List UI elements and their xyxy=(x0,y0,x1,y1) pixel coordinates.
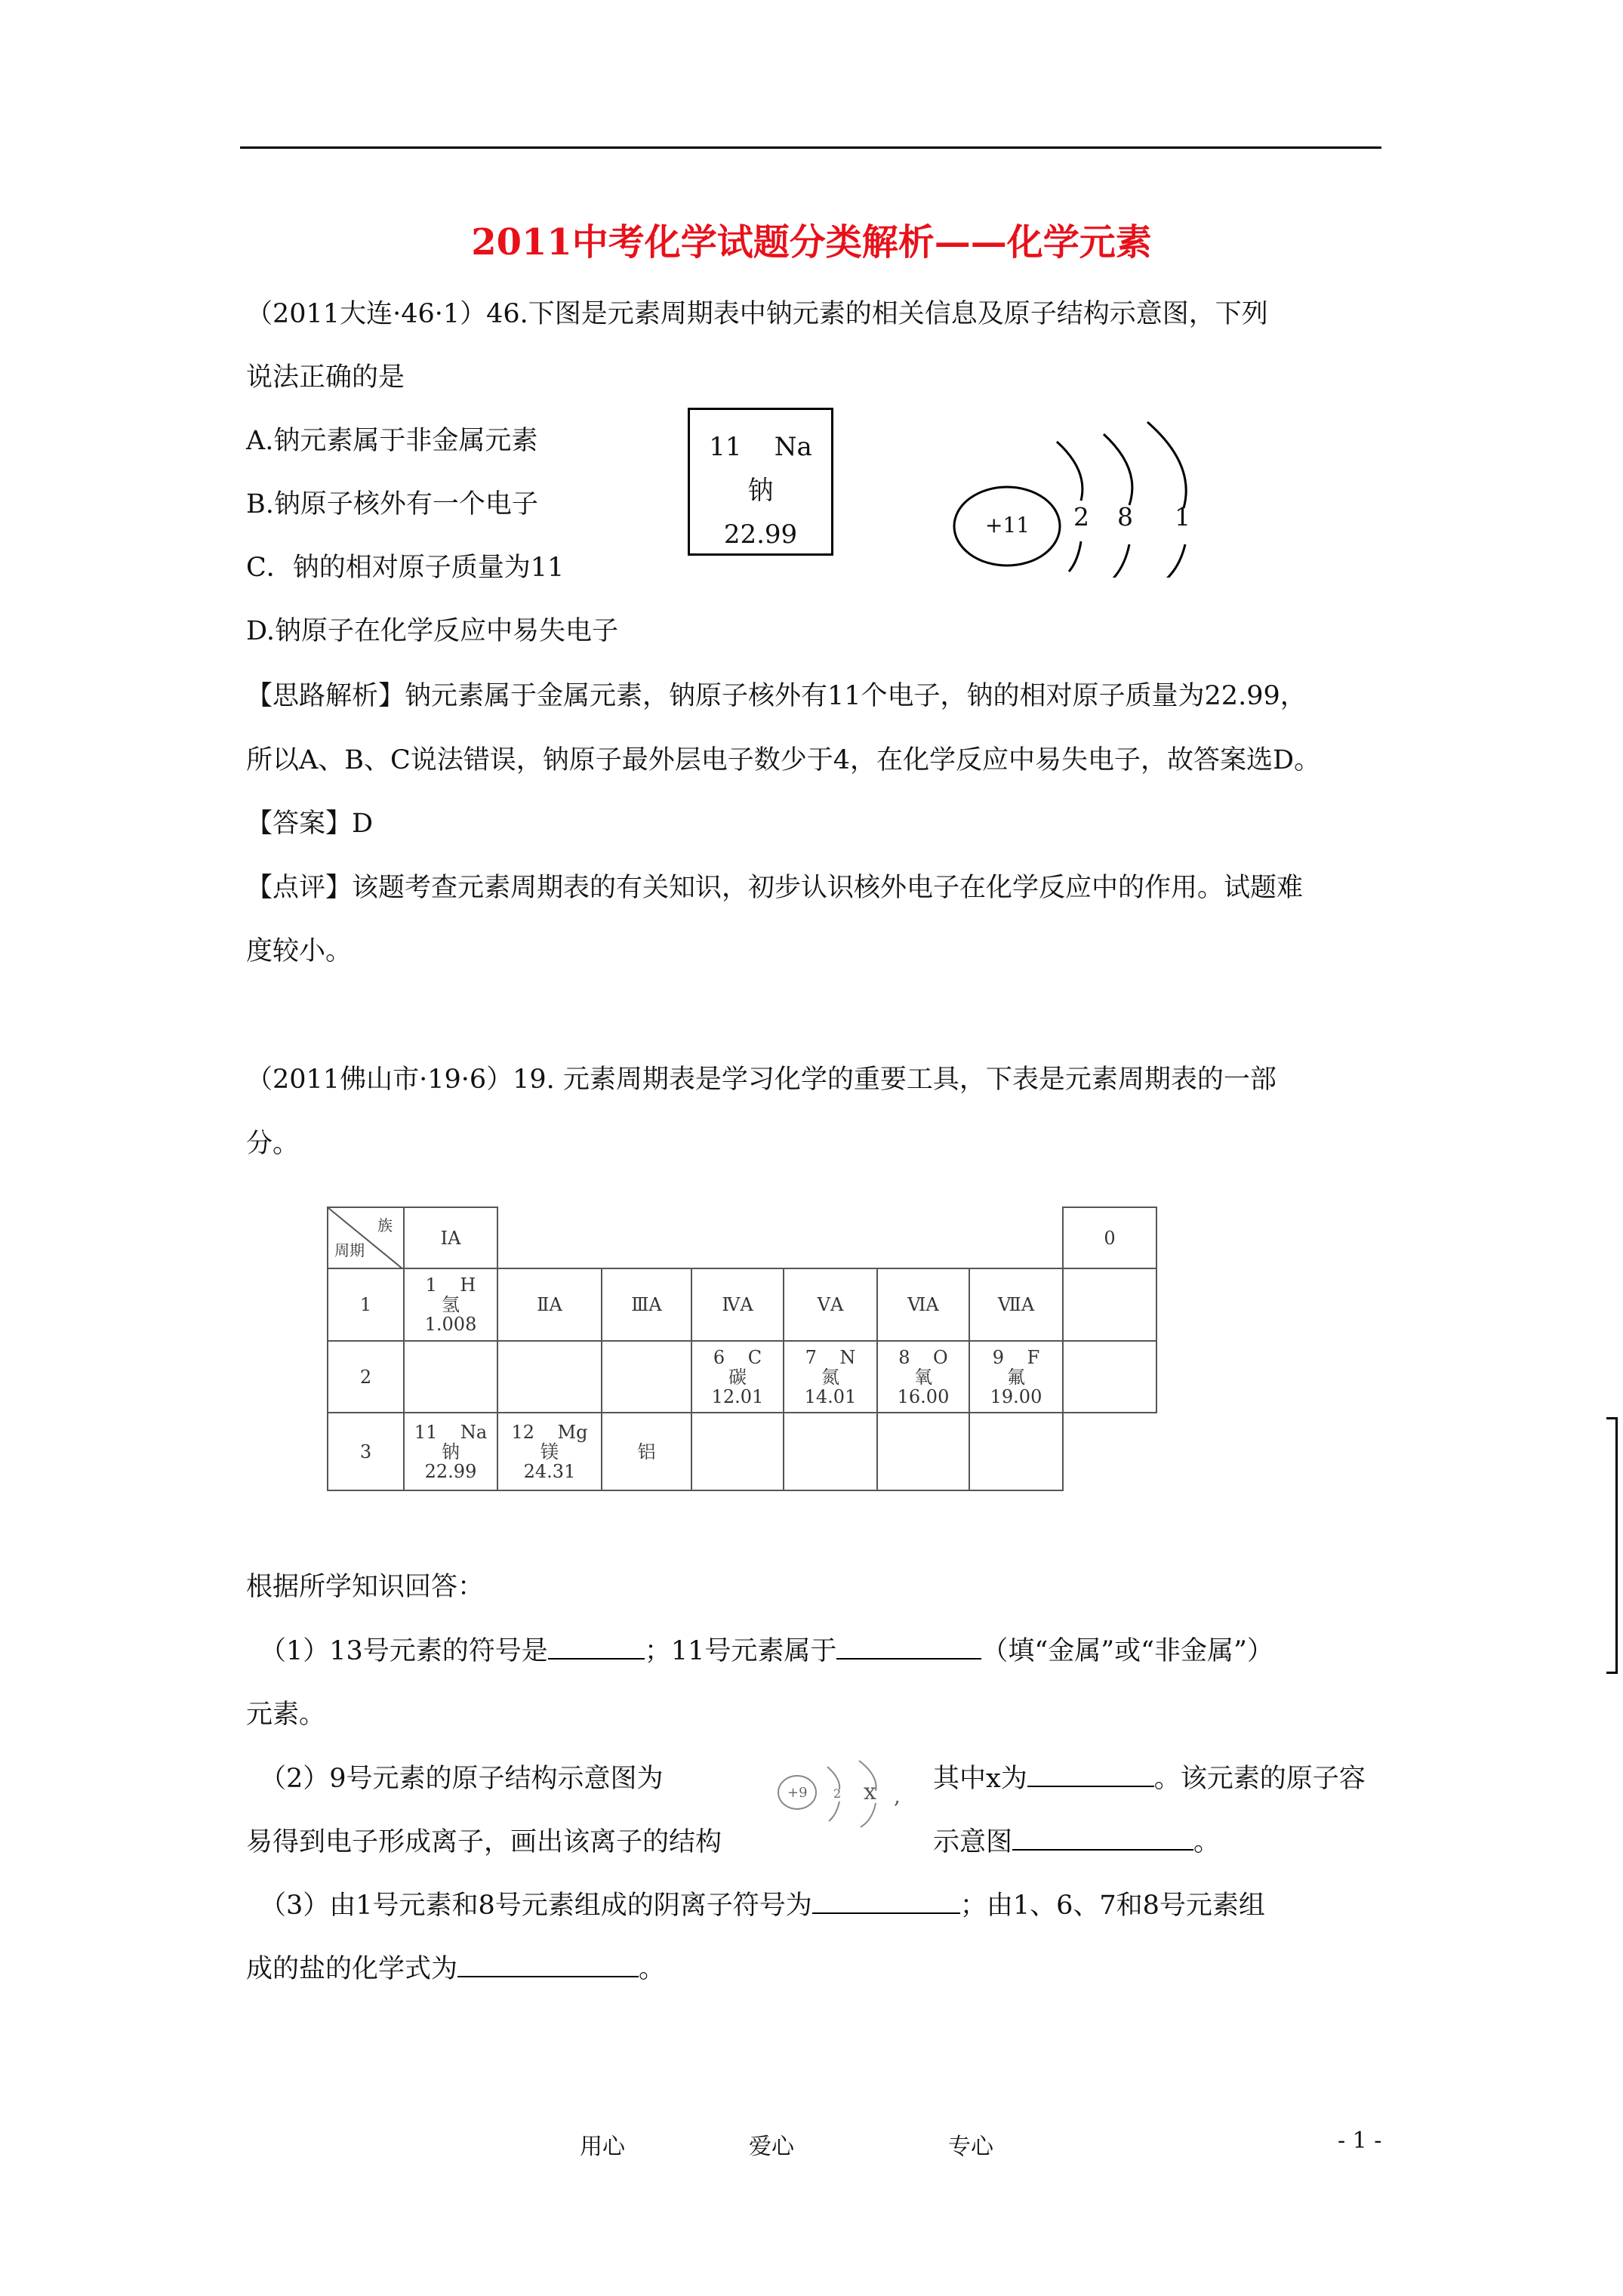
element-o-mass: 16.00 xyxy=(897,1385,950,1407)
element-f-number: 9 F xyxy=(992,1346,1040,1368)
q1-option-d: D.钠原子在化学反应中易失电子 xyxy=(246,616,618,646)
q2-prompt: 根据所学知识回答： xyxy=(246,1572,485,1602)
element-na-number: 11 Na xyxy=(414,1421,488,1443)
corner-period-label: 周期 xyxy=(334,1241,365,1259)
element-c-mass: 12.01 xyxy=(711,1385,764,1407)
sodium-shell-2-count: 8 xyxy=(1117,502,1133,532)
element-h-name: 氢 xyxy=(442,1294,460,1315)
q1-analysis-line2: 所以A、B、C说法错误，钠原子最外层电子数少于4，在化学反应中易失电子，故答案选D。 xyxy=(246,745,1321,775)
empty-cell xyxy=(691,1413,784,1490)
q2-sub2-text-e: 。 xyxy=(1193,1827,1221,1857)
q2-sub1-line1 xyxy=(260,1635,1273,1667)
element-n xyxy=(784,1341,877,1413)
element-h-number: 1 H xyxy=(425,1274,476,1296)
element-na xyxy=(404,1413,497,1490)
answer-blank-ion-diagram[interactable] xyxy=(1012,1826,1193,1851)
sodium-nucleus-label: +11 xyxy=(985,513,1030,538)
answer-blank-metal[interactable] xyxy=(836,1635,981,1660)
element-f xyxy=(969,1341,1063,1413)
q1-intro-line2: 说法正确的是 xyxy=(246,362,405,393)
sodium-number-symbol: 11 Na xyxy=(709,432,812,462)
element-n-number: 7 N xyxy=(805,1346,856,1368)
binding-mark-tick-bottom xyxy=(1606,1672,1617,1674)
q2-sub1-text-a: （1）13号元素的符号是 xyxy=(260,1636,548,1666)
q1-comment-line1: 【点评】该题考查元素周期表的有关知识，初步认识核外电子在化学反应中的作用。试题难 xyxy=(246,873,1304,903)
group-0-header: 0 xyxy=(1063,1207,1156,1268)
sodium-shell-3-count: 1 xyxy=(1175,502,1190,532)
answer-blank-anion[interactable] xyxy=(812,1890,960,1914)
answer-blank-salt[interactable] xyxy=(457,1953,639,1977)
periodic-table-excerpt xyxy=(327,1207,1157,1491)
sodium-shell-1-arc-bottom xyxy=(1069,541,1081,572)
q2-sub3-line1 xyxy=(260,1890,1265,1922)
empty-cell xyxy=(877,1413,969,1490)
sodium-shell-1-arc-top xyxy=(1057,442,1083,501)
group-iva-header: ⅣA xyxy=(691,1268,784,1341)
q2-sub1-line2: 元素。 xyxy=(246,1700,326,1730)
q2-sub2-text-b: 其中x为 xyxy=(933,1764,1027,1794)
fluorine-comma: , xyxy=(894,1783,901,1808)
q2-sub2-text-c: 。该元素的原子容 xyxy=(1153,1764,1366,1794)
q1-option-a: A.钠元素属于非金属元素 xyxy=(246,426,538,456)
empty-cell xyxy=(1063,1413,1156,1490)
binding-mark-tick-top xyxy=(1606,1417,1617,1419)
footer-item-3: 专心 xyxy=(948,2134,993,2160)
element-mg xyxy=(497,1413,602,1490)
group-viia-header: ⅦA xyxy=(969,1268,1063,1341)
sodium-name: 钠 xyxy=(747,476,774,506)
element-al: 铝 xyxy=(602,1413,691,1490)
q2-intro-line2: 分。 xyxy=(246,1129,300,1159)
sodium-shell-2-arc-bottom xyxy=(1111,544,1129,578)
period-1-label: 1 xyxy=(328,1268,404,1341)
fluorine-shell-2-count: x xyxy=(864,1779,876,1805)
period-1-group-0-cell xyxy=(1063,1268,1156,1341)
q2-sub2-line2-right xyxy=(933,1826,1220,1858)
fluorine-shell-2-arc-bottom xyxy=(861,1803,876,1827)
element-f-name: 氟 xyxy=(1007,1366,1025,1388)
sodium-shell-3-arc-bottom xyxy=(1161,544,1185,578)
element-mg-mass: 24.31 xyxy=(523,1460,576,1482)
element-c xyxy=(691,1341,784,1413)
element-c-name: 碳 xyxy=(728,1366,747,1388)
fluorine-shell-1-arc-bottom xyxy=(829,1801,839,1821)
table-gap xyxy=(497,1207,1063,1268)
element-o-number: 8 O xyxy=(898,1346,948,1368)
q2-sub3-text-c: 成的盐的化学式为 xyxy=(246,1954,458,1984)
empty-cell xyxy=(784,1413,877,1490)
element-n-name: 氮 xyxy=(821,1366,839,1388)
header-rule xyxy=(240,146,1381,149)
empty-cell xyxy=(602,1341,691,1413)
group-ia-header: IA xyxy=(404,1207,497,1268)
footer-item-2: 爱心 xyxy=(749,2134,794,2160)
q1-answer: 【答案】D xyxy=(246,809,374,839)
q2-sub2-text-d: 示意图 xyxy=(933,1827,1013,1857)
q2-sub1-text-b: ；11号元素属于 xyxy=(644,1636,837,1666)
group-via-header: ⅥA xyxy=(877,1268,969,1341)
element-h-mass: 1.008 xyxy=(424,1314,477,1335)
periodic-table-gap-mask xyxy=(0,0,1,1)
footer-item-1: 用心 xyxy=(580,2134,625,2160)
sodium-shell-1-count: 2 xyxy=(1073,502,1089,532)
fluorine-shell-1-count: 2 xyxy=(833,1786,842,1801)
q2-sub2-line2-left: 易得到电子形成离子，画出该离子的结构 xyxy=(246,1827,722,1857)
element-mg-name: 镁 xyxy=(540,1441,559,1462)
q2-sub3-text-a: （3）由1号元素和8号元素组成的阴离子符号为 xyxy=(260,1891,812,1921)
period-2-label: 2 xyxy=(328,1341,404,1413)
period-3-label: 3 xyxy=(328,1413,404,1490)
element-c-number: 6 C xyxy=(713,1346,762,1368)
group-iiia-header: ⅢA xyxy=(602,1268,691,1341)
q2-sub1-text-c: （填“金属”或“非金属”） xyxy=(981,1636,1273,1666)
q2-sub3-line2 xyxy=(246,1953,665,1985)
element-o-name: 氧 xyxy=(914,1366,932,1388)
sodium-atom-diagram xyxy=(944,411,1230,578)
q1-analysis-line1: 【思路解析】钠元素属于金属元素，钠原子核外有11个电子，钠的相对原子质量为22.99， xyxy=(246,681,1307,711)
corner-group-label: 族 xyxy=(377,1216,393,1234)
sodium-element-box xyxy=(688,408,833,556)
page-title: 2011中考化学试题分类解析——化学元素 xyxy=(471,221,1152,264)
empty-cell xyxy=(497,1341,602,1413)
fluorine-nucleus-label: +9 xyxy=(787,1785,808,1801)
element-mg-number: 12 Mg xyxy=(511,1421,588,1443)
q2-intro-line1: （2011佛山市·19·6）19. 元素周期表是学习化学的重要工具，下表是元素周期表的一部 xyxy=(246,1065,1277,1095)
group-va-header: ⅤA xyxy=(784,1268,877,1341)
q1-option-c: C．钠的相对原子质量为11 xyxy=(246,553,565,583)
q1-intro-line1: （2011大连·46·1）46.下图是元素周期表中钠元素的相关信息及原子结构示意图，下列 xyxy=(246,299,1268,329)
element-o xyxy=(877,1341,969,1413)
binding-mark-right xyxy=(1615,1417,1618,1674)
sodium-shell-3-arc-top xyxy=(1147,422,1186,508)
q1-comment-line2: 度较小。 xyxy=(246,936,353,966)
element-na-name: 钠 xyxy=(442,1441,460,1462)
page-number: - 1 - xyxy=(1338,2128,1382,2154)
empty-cell xyxy=(1063,1341,1156,1413)
element-f-mass: 19.00 xyxy=(990,1385,1042,1407)
group-iia-header: ⅡA xyxy=(497,1268,602,1341)
element-h xyxy=(404,1268,497,1341)
q2-sub2-line1-left: （2）9号元素的原子结构示意图为 xyxy=(260,1764,664,1794)
empty-cell xyxy=(969,1413,1063,1490)
sodium-mass: 22.99 xyxy=(723,519,798,550)
element-n-mass: 14.01 xyxy=(804,1385,857,1407)
answer-blank-symbol[interactable] xyxy=(548,1635,645,1660)
element-na-mass: 22.99 xyxy=(424,1460,477,1482)
q2-sub2-line1-right xyxy=(933,1763,1366,1795)
sodium-shell-2-arc-top xyxy=(1104,434,1132,505)
answer-blank-x[interactable] xyxy=(1027,1763,1154,1787)
table-corner-cell xyxy=(328,1207,404,1268)
empty-cell xyxy=(404,1341,497,1413)
q1-option-b: B.钠原子核外有一个电子 xyxy=(246,489,538,519)
q2-sub3-text-b: ；由1、6、7和8号元素组 xyxy=(959,1891,1265,1921)
q2-sub3-text-d: 。 xyxy=(639,1954,666,1984)
